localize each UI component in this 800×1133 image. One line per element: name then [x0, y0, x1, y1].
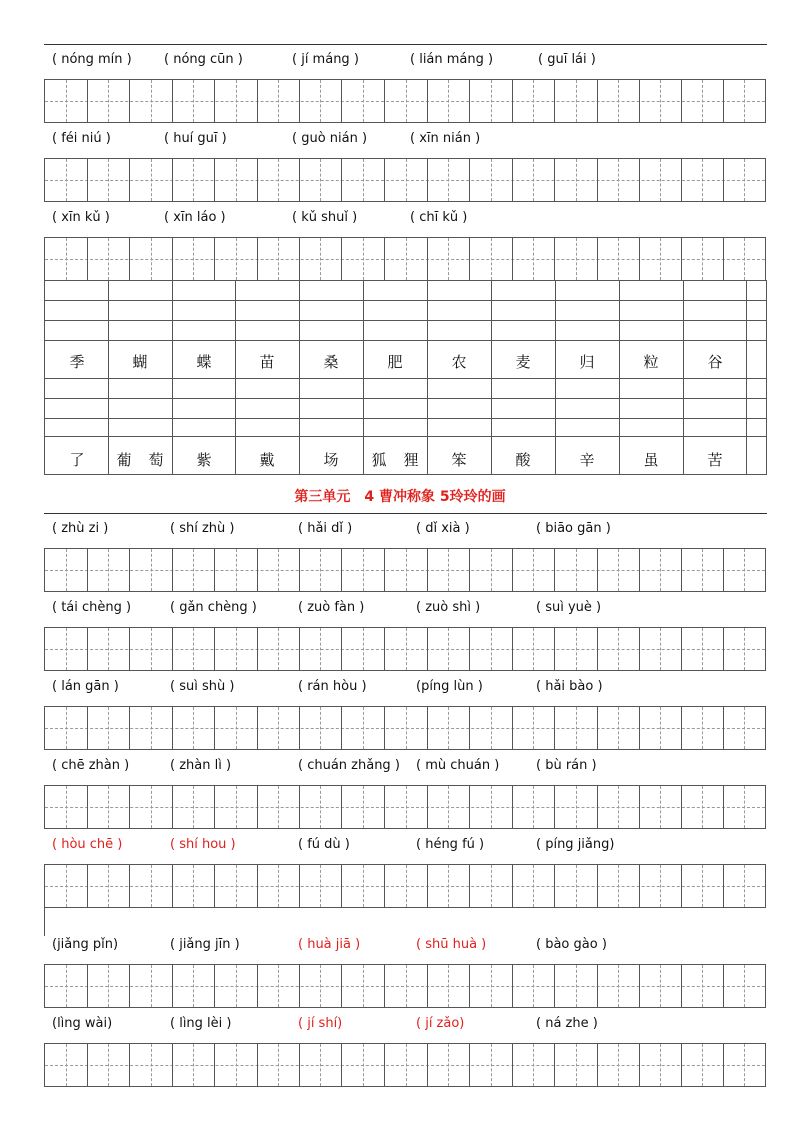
pinyin-row: [44, 600, 767, 622]
pinyin-prompt: ( suì shù ): [170, 679, 235, 694]
pinyin-prompt: ( guī lái ): [538, 52, 596, 67]
top-rule: [44, 44, 767, 45]
pinyin-prompt: ( chī kǔ ): [410, 210, 468, 225]
pinyin-prompt: ( lìng lèi ): [170, 1016, 232, 1031]
pinyin-prompt: (jiǎng pǐn): [52, 937, 119, 952]
pinyin-prompt: ( hǎi dǐ ): [298, 521, 353, 536]
spacer-border: [44, 908, 45, 936]
pinyin-prompt: ( píng jiǎng): [536, 837, 615, 852]
writing-grid: [44, 864, 766, 908]
table-character: 谷: [707, 353, 723, 371]
table-character: 葡: [116, 451, 132, 469]
pinyin-prompt: ( rán hòu ): [298, 679, 367, 694]
pinyin-prompt: ( hǎi bào ): [536, 679, 603, 694]
pinyin-prompt: ( gǎn chèng ): [170, 600, 257, 615]
table-character: 粒: [643, 353, 659, 371]
writing-grid: [44, 237, 766, 281]
table-character: 紫: [196, 451, 212, 469]
pinyin-prompt: ( xīn nián ): [410, 131, 481, 146]
pinyin-prompt: ( nóng mín ): [52, 52, 132, 67]
writing-grid: [44, 627, 766, 671]
pinyin-prompt: ( nóng cūn ): [164, 52, 243, 67]
pinyin-prompt: ( bào gào ): [536, 937, 607, 952]
table-character: 季: [69, 353, 85, 371]
pinyin-prompt-highlight: ( huà jiā ): [298, 937, 361, 952]
writing-grid: [44, 548, 766, 592]
pinyin-row: [44, 758, 767, 780]
pinyin-row: [44, 521, 767, 543]
pinyin-prompt: (lìng wài): [52, 1016, 113, 1031]
pinyin-prompt: ( lián máng ): [410, 52, 494, 67]
table-character: 虽: [643, 451, 659, 469]
table-character: 辛: [579, 451, 595, 469]
table-character: 麦: [515, 353, 531, 371]
pinyin-prompt: ( biāo gān ): [536, 521, 611, 536]
pinyin-prompt: ( chē zhàn ): [52, 758, 130, 773]
pinyin-prompt-highlight: ( jí shí): [298, 1016, 343, 1031]
pinyin-prompt-highlight: ( hòu chē ): [52, 837, 123, 852]
pinyin-prompt: ( xīn láo ): [164, 210, 226, 225]
pinyin-row: [44, 210, 767, 232]
table-character: 戴: [259, 451, 275, 469]
table-character: 了: [69, 451, 85, 469]
writing-grid: [44, 964, 766, 1008]
pinyin-prompt: ( guò nián ): [292, 131, 368, 146]
pinyin-prompt: ( zuò fàn ): [298, 600, 365, 615]
table-character: 苗: [259, 353, 275, 371]
section-title: 第三单元 4 曹冲称象 5玲玲的画: [294, 489, 506, 505]
pinyin-prompt: ( xīn kǔ ): [52, 210, 110, 225]
pinyin-prompt: ( bù rán ): [536, 758, 597, 773]
pinyin-prompt: ( lán gān ): [52, 679, 119, 694]
pinyin-prompt: ( tái chèng ): [52, 600, 132, 615]
pinyin-prompt: ( héng fú ): [416, 837, 485, 852]
pinyin-prompt: ( dǐ xià ): [416, 521, 470, 536]
pinyin-prompt: ( jiǎng jīn ): [170, 937, 240, 952]
pinyin-prompt: ( zhàn lì ): [170, 758, 232, 773]
writing-grid: [44, 785, 766, 829]
pinyin-row: [44, 52, 767, 74]
pinyin-prompt: ( jí máng ): [292, 52, 359, 67]
table-character: 苦: [707, 451, 723, 469]
pinyin-prompt: ( chuán zhǎng ): [298, 758, 400, 773]
table-character: 笨: [451, 451, 467, 469]
pinyin-row: [44, 1016, 767, 1038]
table-character: 狸: [403, 451, 419, 469]
writing-grid: [44, 79, 766, 123]
pinyin-prompt: ( mù chuán ): [416, 758, 500, 773]
pinyin-prompt-highlight: ( shí hou ): [170, 837, 236, 852]
writing-grid: [44, 158, 766, 202]
table-character: 蝶: [196, 353, 212, 371]
table-character: 萄: [148, 451, 164, 469]
pinyin-prompt: ( suì yuè ): [536, 600, 602, 615]
pinyin-row: [44, 679, 767, 701]
pinyin-prompt: ( zuò shì ): [416, 600, 481, 615]
character-table: [44, 280, 767, 475]
pinyin-row: [44, 131, 767, 153]
table-character: 场: [323, 451, 339, 469]
pinyin-prompt: ( huí guī ): [164, 131, 227, 146]
table-character: 肥: [387, 353, 403, 371]
pinyin-prompt: ( kǔ shuǐ ): [292, 210, 358, 225]
pinyin-prompt-highlight: ( shū huà ): [416, 937, 487, 952]
table-character: 归: [579, 353, 595, 371]
table-character: 酸: [515, 451, 531, 469]
table-character: 蝴: [132, 353, 148, 371]
pinyin-prompt: ( fú dù ): [298, 837, 350, 852]
pinyin-prompt: ( féi niú ): [52, 131, 111, 146]
pinyin-prompt: ( ná zhe ): [536, 1016, 598, 1031]
writing-grid: [44, 1043, 766, 1087]
pinyin-prompt-highlight: ( jí zǎo): [416, 1016, 465, 1031]
pinyin-row: [44, 837, 767, 859]
pinyin-row: [44, 937, 767, 959]
pinyin-prompt: ( zhù zi ): [52, 521, 109, 536]
table-character: 农: [451, 353, 467, 371]
writing-grid: [44, 706, 766, 750]
pinyin-prompt: (píng lùn ): [416, 679, 483, 694]
table-character: 桑: [323, 353, 339, 371]
pinyin-prompt: ( shí zhù ): [170, 521, 235, 536]
table-character: 狐: [371, 451, 387, 469]
section-rule: [44, 513, 767, 514]
